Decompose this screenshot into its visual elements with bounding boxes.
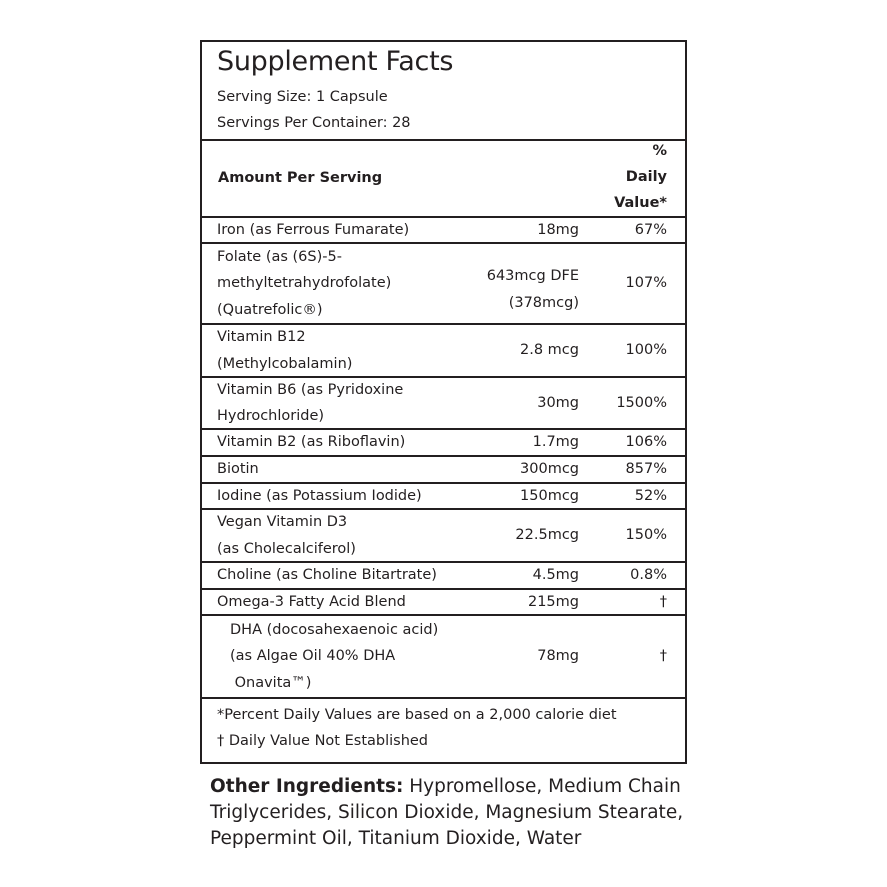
nutrient-amount: [520, 456, 579, 483]
dv-header-line: Daily: [625, 169, 667, 185]
nutrient-daily-value: 0.8%: [630, 567, 667, 584]
nutrient-amount-line: 1.7mg: [532, 434, 579, 451]
nutrient-amount-line: 78mg: [537, 648, 579, 665]
nutrient-name-line: (Quatrefolic®): [217, 301, 323, 318]
nutrient-amount: [520, 337, 579, 364]
other-ingredients: [210, 774, 690, 852]
nutrient-amount-line: 30mg: [537, 394, 579, 411]
table-row: [202, 510, 685, 561]
nutrient-amount: [533, 429, 579, 456]
nutrient-name-line: Onavita™): [230, 674, 312, 691]
nutrient-daily-value: 100%: [625, 342, 667, 359]
nutrient-name: [217, 217, 409, 244]
nutrient-name-line: Omega-3 Fatty Acid Blend: [217, 593, 406, 610]
nutrient-amount-line: 150mcg: [520, 487, 579, 504]
nutrient-name-line: methyltetrahydrofolate): [217, 275, 392, 292]
row-divider: [202, 614, 685, 616]
nutrient-name-line: Vegan Vitamin D3: [217, 514, 348, 530]
nutrient-name-line: Vitamin B2 (as Riboflavin): [217, 434, 406, 451]
other-ingredients-text: Hypromellose, Medium Chain Triglycerides, Silicon Dioxide, Magnesium Stearate, Peppermint Oil, Titanium Dioxide, Water: [210, 776, 684, 849]
nutrient-name: [217, 562, 437, 589]
row-divider: [202, 323, 685, 325]
nutrient-name-line: Hydrochloride): [217, 408, 325, 424]
row-divider: [202, 376, 685, 378]
row-divider: [202, 455, 685, 457]
table-row: [202, 563, 685, 588]
nutrient-amount-line: 2.8 mcg: [520, 342, 579, 359]
nutrient-name: [217, 456, 259, 483]
amount-per-serving-header: Amount Per Serving: [218, 170, 383, 186]
nutrient-name: [217, 244, 391, 324]
table-row: [202, 484, 685, 508]
nutrient-daily-value: 857%: [625, 461, 667, 478]
nutrient-name-line: (Methylcobalamin): [217, 355, 353, 372]
row-divider: [202, 428, 685, 430]
servings-per-container: Servings Per Container: 28: [217, 115, 411, 131]
table-row: [202, 430, 685, 455]
dv-header-line: %: [652, 143, 667, 159]
row-divider: [202, 216, 685, 218]
dv-header-line: Value*: [614, 195, 667, 211]
nutrient-amount: [528, 589, 579, 616]
nutrient-name: [217, 483, 422, 510]
header-divider: [202, 139, 685, 141]
nutrient-name-line: DHA (docosahexaenoic acid): [230, 621, 439, 638]
nutrient-amount: [487, 263, 579, 316]
table-row: [202, 244, 685, 323]
nutrient-amount: [537, 390, 579, 417]
nutrient-name-line: Choline (as Choline Bitartrate): [217, 567, 437, 584]
table-row: [202, 378, 685, 428]
serving-size: Serving Size: 1 Capsule: [217, 89, 388, 105]
nutrient-name-line: Biotin: [217, 461, 259, 478]
footnote-percent-dv: *Percent Daily Values are based on a 2,000 calorie diet: [217, 707, 617, 723]
nutrient-name: [217, 377, 403, 430]
nutrient-name: [217, 509, 356, 562]
nutrient-name-line: (as Algae Oil 40% DHA: [230, 648, 396, 665]
row-divider: [202, 242, 685, 244]
other-ingredients-label: Other Ingredients:: [210, 776, 404, 797]
row-divider: [202, 697, 685, 699]
row-divider: [202, 482, 685, 484]
nutrient-name: [217, 324, 352, 377]
nutrient-amount-line: 643mcg DFE: [486, 268, 579, 284]
supplement-facts-panel: [200, 40, 687, 764]
row-divider: [202, 508, 685, 510]
nutrient-amount: [537, 643, 579, 670]
nutrient-daily-value: 107%: [625, 275, 667, 292]
table-row: [202, 457, 685, 482]
nutrient-amount-line: 300mcg: [520, 461, 579, 478]
table-row: [202, 325, 685, 376]
nutrient-name-line: Folate (as (6S)-5-: [217, 248, 342, 265]
footnote-dagger: † Daily Value Not Established: [217, 733, 429, 749]
nutrient-daily-value: †: [659, 648, 667, 665]
nutrient-daily-value: 106%: [625, 434, 667, 451]
nutrient-name: [217, 429, 405, 456]
nutrient-name: [217, 589, 406, 616]
nutrient-name-line: Vitamin B6 (as Pyridoxine: [217, 381, 404, 398]
nutrient-daily-value: 1500%: [616, 394, 667, 411]
nutrient-name-line: Iodine (as Potassium Iodide): [217, 487, 422, 504]
nutrient-amount-line: 215mg: [527, 593, 579, 610]
nutrient-name-line: Iron (as Ferrous Fumarate): [217, 221, 410, 238]
panel-title: Supplement Facts: [217, 46, 454, 77]
nutrient-daily-value: †: [659, 593, 667, 610]
table-row: [202, 590, 685, 614]
nutrient-name-line: (as Cholecalciferol): [217, 540, 356, 557]
nutrient-amount-line: 4.5mg: [532, 567, 579, 584]
nutrient-amount: [515, 522, 579, 549]
nutrient-daily-value: 52%: [634, 487, 667, 504]
table-row: [202, 218, 685, 242]
nutrient-daily-value: 67%: [634, 221, 667, 238]
nutrient-daily-value: 150%: [625, 527, 667, 544]
nutrient-amount-line: (378mcg): [508, 294, 579, 311]
daily-value-header: [614, 138, 667, 216]
nutrient-name-line: Vitamin B12: [217, 329, 306, 345]
row-divider: [202, 588, 685, 590]
nutrient-amount-line: 18mg: [537, 221, 579, 238]
nutrient-name: [230, 617, 438, 697]
nutrient-amount: [537, 217, 579, 244]
nutrient-amount-line: 22.5mcg: [515, 527, 579, 544]
row-divider: [202, 561, 685, 563]
nutrient-amount: [533, 562, 579, 589]
table-row: [202, 616, 685, 697]
nutrient-amount: [520, 483, 579, 510]
